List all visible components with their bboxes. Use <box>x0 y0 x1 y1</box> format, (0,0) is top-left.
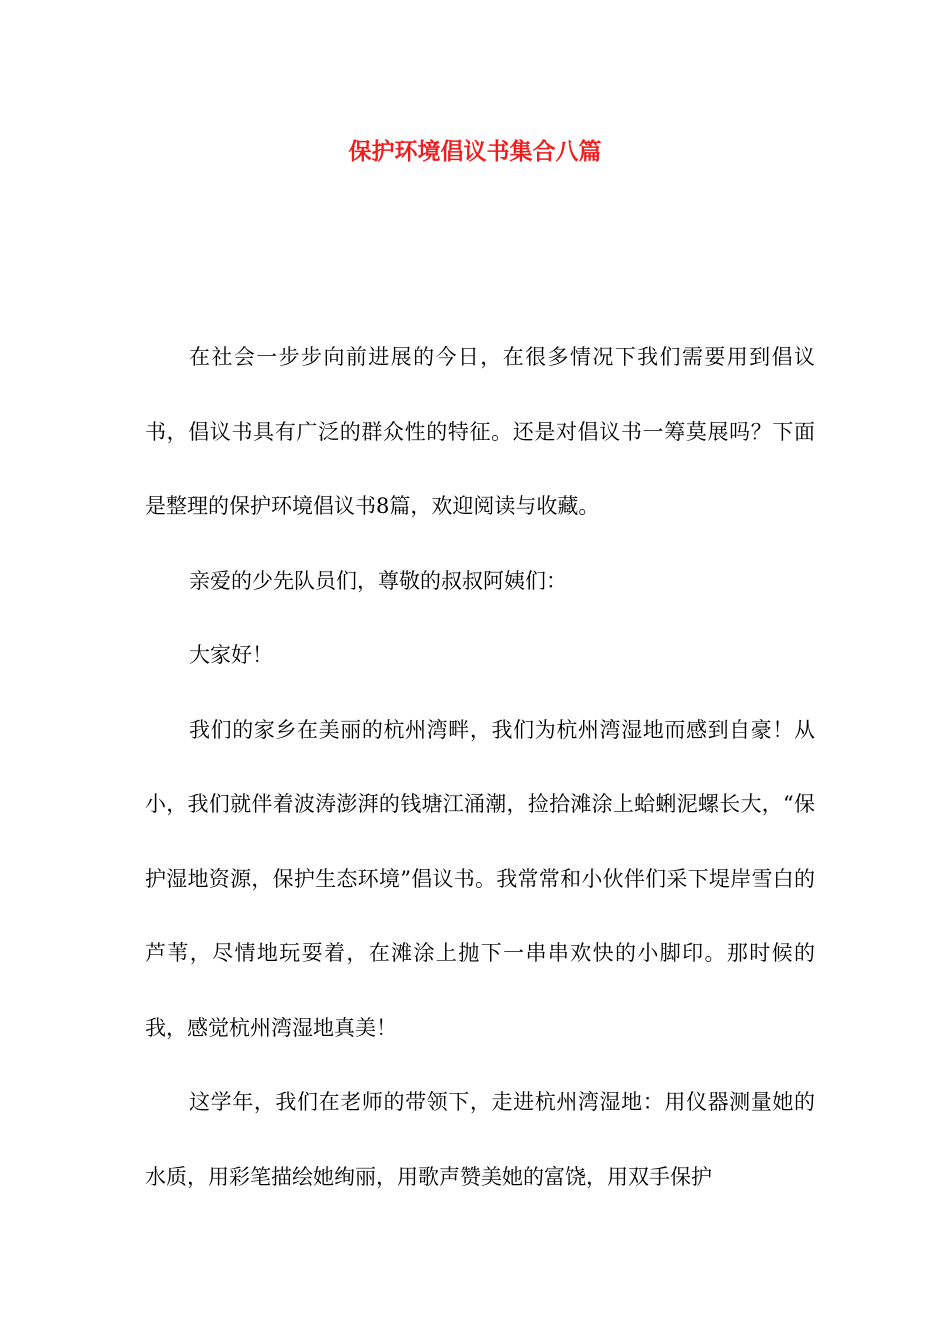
paragraph-school-year: 这学年，我们在老师的带领下，走进杭州湾湿地：用仪器测量她的水质，用彩笔描绘她绚丽，用歌声赞美她的富饶，用双手保护 <box>145 1090 815 1189</box>
document-title: 保护环境倡议书集合八篇 <box>348 138 602 165</box>
document-body <box>145 320 815 1214</box>
paragraph-salutation: 亲爱的少先队员们，尊敬的叔叔阿姨们： <box>189 568 567 593</box>
paragraph-greeting: 大家好！ <box>189 643 273 667</box>
paragraph-hometown: 我们的家乡在美丽的杭州湾畔，我们为杭州湾湿地而感到自豪！从小，我们就伴着波涛澎湃的钱塘江涌潮，捡拾滩涂上蛤蜊泥螺长大，“保护湿地资源，保护生态环境”倡议书。我常常和小伙伴们采下堤岸雪白的芦苇，尽情地玩耍着，在滩涂上抛下一串串欢快的小脚印。那时候的我，感觉杭州湾湿地真美！ <box>145 717 815 1040</box>
paragraph-intro: 在社会一步步向前进展的今日，在很多情况下我们需要用到倡议书，倡议书具有广泛的群众性的特征。还是对倡议书一筹莫展吗？下面是整理的保护环境倡议书8篇，欢迎阅读与收藏。 <box>145 345 815 518</box>
